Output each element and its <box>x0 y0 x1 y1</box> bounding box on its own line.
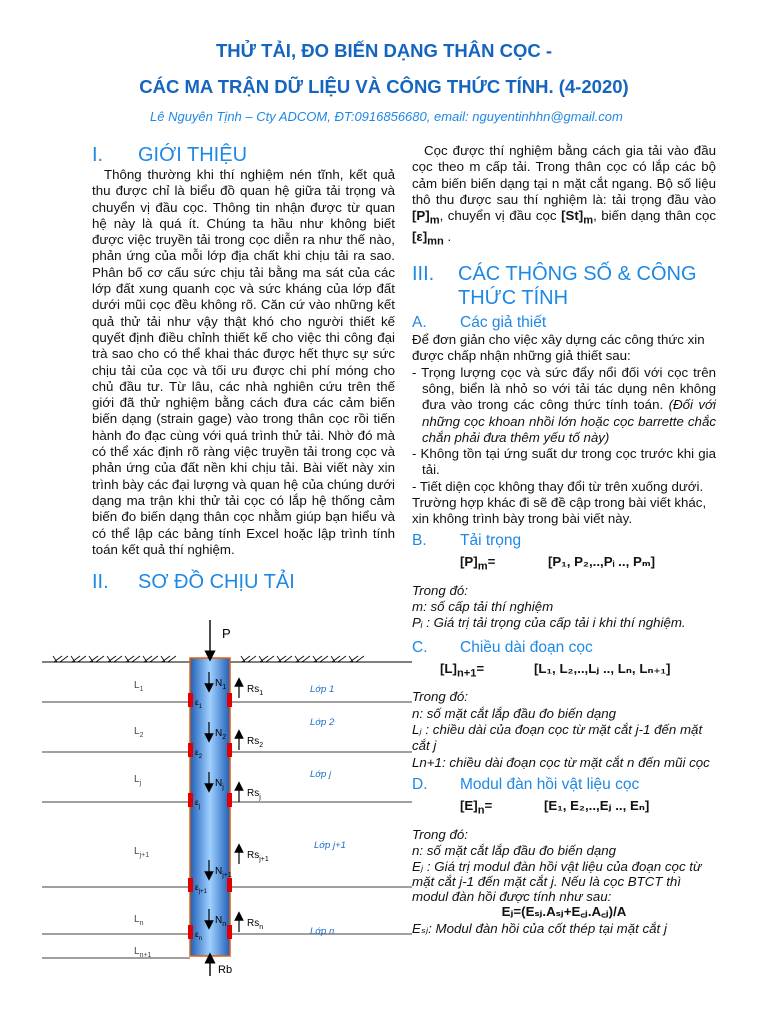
length-label-3: $L_j$ <box>134 774 142 787</box>
strain-gauge-left-2 <box>188 743 193 757</box>
hatch-mark <box>295 656 310 662</box>
right-column <box>412 143 716 937</box>
section-2-heading <box>92 570 395 594</box>
def-c-2: Lⱼ : chiều dài của đoạn cọc từ mặt cắt j-1 đến mặt cắt j <box>412 722 703 754</box>
length-label-1: $L_1$ <box>134 680 144 693</box>
section-1-number: I. <box>92 144 104 166</box>
subsection-a-heading: A. Các giả thiết <box>412 314 547 332</box>
title-line-1: THỬ TẢI, ĐO BIẾN DẠNG THÂN CỌC - <box>216 40 552 61</box>
friction-label-1: $Rs_1$ <box>247 684 264 697</box>
section-3-heading <box>412 262 716 310</box>
where-c: Trong đó: <box>412 689 468 705</box>
length-label-4: $L_{j+1}$ <box>134 846 150 859</box>
modulus-matrix-equation: $[E]_n=$ [E₁, E₂,..,Eⱼ .., Eₙ] <box>460 797 650 817</box>
subsection-d-heading: D. Modul đàn hồi vật liệu cọc <box>412 775 640 793</box>
def-b-1: m: số cấp tải thí nghiệm <box>412 598 554 614</box>
strain-gauge-label-4: $\varepsilon_{j+1}$ <box>195 882 207 895</box>
hatch-mark <box>331 656 346 662</box>
strain-gauge-right-3 <box>227 793 232 807</box>
section-1-paragraph: Thông thường khi thí nghiệm nén tĩnh, kết quả thu được chỉ là biểu đồ quan hệ giữa tải trọng và chuyển vị đầu cọc. Thông tin nhận được từ quan hệ này là quá ít. Chúng ta hầu như không biết được việc truyền tải trong cọc diễn ra như thế nào, phản ứng của mỗi lớp địa chất khi chịu tải ra sao. Phân bố cơ cấu sức chịu tải bằng ma sát của các lớp đất xung quanh cọc và sức kháng của lớp đất dưới mũi cọc đều không rõ. Căn cứ vào những kết quả thử tải như vậy thật khó cho người thiết kế quyết định điều chỉnh thiết kế cho việc thi công đại trà sao cho có thể khai thác được hết thực sự sức chịu tải của cọc và tối ưu được chi phí móng cho chủ đầu tư. Từ lâu, các nhà nghiên cứu trên thế giới đã thử nghiệm bằng cách đưa các cảm biến biến dạng (strain gage) vào trong thân cọc rồi tiến hành đo đạc cùng với quá trình thử tải. Nhờ đó mà có thể xác định rõ ràng việc truyền tải trong cọc và phản ứng của đất nền khi chịu tải. Bài viết này xin trình bày các đại lượng và quan hệ của chúng dưới dạng ma trận khi thử tải cọc có lắp hệ thống cảm biến đo biến dạng thân cọc nhằm giúp bạn hiểu và có thể lập các bảng tính Excel hoặc lập trình tính toán kết quả thí nghiệm. <box>92 167 395 557</box>
normal-force-label-3: $N_j$ <box>215 778 224 791</box>
strain-gauge-label-3: $\varepsilon_j$ <box>195 797 201 810</box>
strain-gauge-label-2: $\varepsilon_2$ <box>195 747 203 760</box>
length-matrix-equation: $[L]_{n+1}=$ [L₁, L₂,..,Lⱼ .., Lₙ, Lₙ₊₁] <box>440 660 671 680</box>
layer-label-4: Lớp j+1 <box>314 840 346 851</box>
strain-gauge-label-1: $\varepsilon_1$ <box>195 697 203 710</box>
assumptions-closing: Trường hợp khác đi sẽ đề cập trong bài viết khác, xin không trình bày trong bài viết này. <box>412 495 707 527</box>
normal-force-label-1: $N_1$ <box>215 678 227 691</box>
normal-force-label-5: $N_n$ <box>215 915 227 928</box>
hatch-mark <box>89 656 104 662</box>
strain-gauge-left-4 <box>188 878 193 892</box>
layer-label-3: Lớp j <box>310 769 332 780</box>
subsection-b-heading: B. Tải trọng <box>412 531 522 549</box>
normal-force-label-2: $N_2$ <box>215 728 227 741</box>
layer-label-5: Lớp n <box>310 926 335 937</box>
strain-gauge-right-5 <box>227 925 232 939</box>
length-label-5: $L_n$ <box>134 914 144 927</box>
def-d-2: Eⱼ : Giá trị modul đàn hồi vật liệu của đoạn cọc từ mặt cắt j-1 đến mặt cắt j. Nếu là cọc BTCT thì modul đàn hồi được tính như sau: <box>412 859 702 905</box>
length-label-2: $L_2$ <box>134 726 144 739</box>
assumption-3: - Tiết diện cọc không thay đổi từ trên xuống dưới. <box>412 478 704 494</box>
hatch-mark <box>277 656 292 662</box>
section-1-heading <box>92 143 395 167</box>
hatch-mark <box>53 656 68 662</box>
friction-label-3: $Rs_j$ <box>247 788 261 801</box>
section-3-title: CÁC THÔNG SỐ & CÔNG THỨC TÍNH <box>458 263 697 310</box>
strain-gauge-left-5 <box>188 925 193 939</box>
layer-label-1: Lớp 1 <box>310 684 335 695</box>
layer-label-2: Lớp 2 <box>310 717 335 728</box>
hatch-mark <box>349 656 364 662</box>
modulus-formula: Eⱼ=(Eₛⱼ.Aₛⱼ+E꜀ⱼ.A꜀ⱼ)/A <box>501 904 627 920</box>
def-c-1: n: số mặt cắt lắp đầu đo biến dạng <box>412 705 617 721</box>
hatch-mark <box>143 656 158 662</box>
tip-resistance-label: Rb <box>218 964 233 976</box>
title-line-2: CÁC MA TRẬN DỮ LIỆU VÀ CÔNG THỨC TÍNH. (4-2020) <box>139 76 629 97</box>
def-d-3: Eₛⱼ: Modul đàn hồi của cốt thép tại mặt cắt j <box>412 920 667 936</box>
strain-gauge-right-4 <box>227 878 232 892</box>
hatch-mark <box>313 656 328 662</box>
where-d: Trong đó: <box>412 826 468 842</box>
load-label: P <box>222 626 231 641</box>
strain-gauge-left-1 <box>188 693 193 707</box>
assumption-1-note: (Đối với những cọc khoan nhồi lớn hoặc cọc barrette chắc chắn phải đưa thêm yếu tố này) <box>422 397 716 445</box>
strain-gauge-right-2 <box>227 743 232 757</box>
normal-force-label-4: $N_{j+1}$ <box>215 866 232 879</box>
hatch-mark <box>259 656 274 662</box>
load-matrix-equation: $[P]_m=$ [P₁, P₂,..,Pᵢ .., Pₘ] <box>460 553 656 573</box>
hatch-mark <box>241 656 256 662</box>
friction-label-2: $Rs_2$ <box>247 736 264 749</box>
hatch-mark <box>107 656 122 662</box>
strain-gauge-right-1 <box>227 693 232 707</box>
where-b: Trong đó: <box>412 582 468 598</box>
raw-data-paragraph: Cọc được thí nghiệm bằng cách gia tải vào đầu cọc theo m cấp tải. Trong thân cọc có lắp các bộ cảm biến biến dạng tại n mặt cắt ngang. Bộ số liệu thô thu được sau thí nghiệm là: tải trọng đầu vào $[P]_m$, chuyển vị đầu cọc $[St]_m$, biến dạng thân cọc $[\varepsilon]_{mn}$ . <box>412 143 716 248</box>
author-line: Lê Nguyên Tịnh – Cty ADCOM, ĐT:0916856680, email: nguyentinhhn@gmail.com <box>150 109 623 124</box>
assumption-1: - Trọng lượng cọc và sức đẩy nổi đối với cọc trên sông, biển là nhỏ so với tải tác dụng nên không đưa vào trong các công thức tính toán. (Đối với những cọc khoan nhồi lớn hoặc cọc barrette chắc chắn phải đưa thêm yếu tố này) <box>412 364 716 445</box>
hatch-mark <box>125 656 140 662</box>
strain-gauge-left-3 <box>188 793 193 807</box>
assumptions-intro: Để đơn giản cho việc xây dựng các công thức xin được chấp nhận những giả thiết sau: <box>412 332 705 364</box>
pile-load-diagram <box>42 612 412 982</box>
hatch-mark <box>161 656 176 662</box>
length-label-6: $L_{n+1}$ <box>134 946 152 959</box>
section-1-title: GIỚI THIỆU <box>138 144 248 166</box>
strain-gauge-label-5: $\varepsilon_n$ <box>195 929 203 942</box>
def-d-1: n: số mặt cắt lắp đầu đo biến dạng <box>412 843 617 859</box>
section-3-number: III. <box>412 263 435 286</box>
assumption-2: - Không tồn tại ứng suất dư trong cọc trước khi gia tải. <box>412 446 716 478</box>
friction-label-5: $Rs_n$ <box>247 918 264 931</box>
def-c-3: Ln+1: chiều dài đoạn cọc từ mặt cắt n đến mũi cọc <box>412 754 710 770</box>
def-b-2: Pᵢ : Giá trị tải trọng của cấp tải i khi thí nghiệm. <box>412 615 686 631</box>
subsection-c-heading: C. Chiều dài đoạn cọc <box>412 638 593 656</box>
friction-label-4: $Rs_{j+1}$ <box>247 850 269 863</box>
section-2-title: SƠ ĐỒ CHỊU TẢI <box>138 571 295 594</box>
section-2-number: II. <box>92 571 109 594</box>
hatch-mark <box>71 656 86 662</box>
left-column <box>92 143 395 594</box>
